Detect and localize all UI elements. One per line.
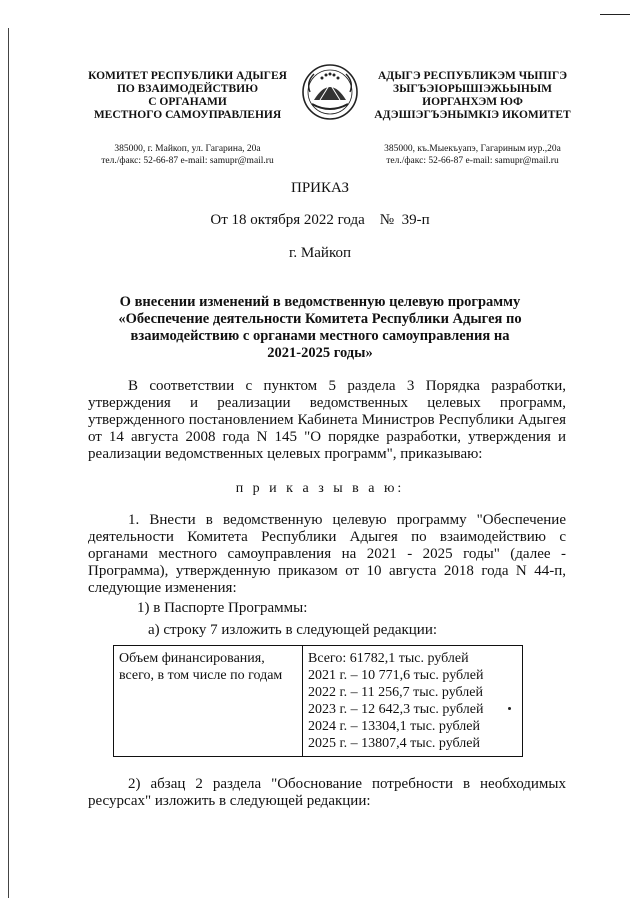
header-left-org-name — [80, 70, 295, 122]
preamble-paragraph: В соответствии с пунктом 5 раздела 3 Порядка разработки, утверждения и реализации ведомственных целевых программ, утвержденного постановлением Кабинета Министров Республики Адыгея от 14 августа 2008 года N 145 "О порядке разработки, утверждения и реализации ведомственных целевых программ", приказываю: — [88, 378, 566, 462]
financing-value: 2021 г. – 10 771,6 тыс. рублей — [308, 668, 484, 683]
header-right-line: ЗЫГЪЭIОРЫШIЭЖЬЫНЫМ — [393, 83, 552, 95]
financing-label-cell: Объем финансирования, всего, в том числе по годам — [114, 646, 303, 757]
republic-emblem-icon — [300, 62, 360, 122]
financing-value: 2024 г. – 13304,1 тыс. рублей — [308, 719, 480, 734]
financing-value: 2023 г. – 12 642,3 тыс. рублей — [308, 702, 484, 717]
document-title: О внесении изменений в ведомственную целевую программу «Обеспечение деятельности Комитета Республики Адыгея по взаимодействию с органами местного самоуправления на 2021-2025 годы» — [118, 294, 522, 361]
header-left-contacts: тел./факс: 52-66-87 e-mail: samupr@mail.ru — [101, 156, 274, 166]
financing-values-cell — [303, 646, 523, 757]
header-right-line: АДЭШIЭГЪЭНЫМКIЭ ИКОМИТЕТ — [374, 109, 571, 121]
financing-value: 2025 г. – 13807,4 тыс. рублей — [308, 736, 480, 751]
item-2-paragraph: 2) абзац 2 раздела "Обоснование потребности в необходимых ресурсах" изложить в следующей редакции: — [88, 776, 566, 809]
header-right-address: 385000, къ.Мыекъуапэ, Гагариным иур.,20а — [384, 144, 561, 154]
document-city: г. Майкоп — [288, 245, 352, 261]
header-left-address: 385000, г. Майкоп, ул. Гагарина, 20а — [114, 144, 261, 154]
document-type: ПРИКАЗ — [291, 180, 349, 196]
header-left-line: КОМИТЕТ РЕСПУБЛИКИ АДЫГЕЯ — [88, 70, 287, 82]
header-right-line: ИОРГАНХЭМ ЮФ — [422, 96, 523, 108]
item-1-paragraph: 1. Внести в ведомственную целевую программу "Обеспечение деятельности Комитета Республики Адыгея по взаимодействию с органами местного самоуправления на 2021 - 2025 годы" (далее - Программа), утвержденную приказом от 10 августа 2018 года N 44-п, следующие изменения: — [88, 512, 566, 596]
table-row — [114, 646, 523, 757]
financing-value: Всего: 61782,1 тыс. рублей — [308, 651, 469, 666]
scan-artifact-line — [600, 14, 630, 15]
item-1-subitem: 1) в Паспорте Программы: — [137, 600, 308, 616]
header-left-address-block — [80, 143, 295, 167]
header-left-line: ПО ВЗАИМОДЕЙСТВИЮ — [116, 83, 259, 95]
header-right-org-name — [365, 70, 580, 122]
item-1-subitem-a: а) строку 7 изложить в следующей редакции: — [148, 622, 438, 638]
financing-table — [113, 645, 523, 757]
financing-value: 2022 г. – 11 256,7 тыс. рублей — [308, 685, 483, 700]
header-right-line: АДЫГЭ РЕСПУБЛИКЭМ ЧЫПIГЭ — [378, 70, 567, 82]
order-word: п р и к а з ы в а ю: — [235, 481, 405, 496]
scan-dot — [508, 707, 511, 710]
header-left-line: С ОРГАНАМИ — [148, 96, 227, 108]
scan-artifact-margin — [8, 28, 9, 898]
header-left-line: МЕСТНОГО САМОУПРАВЛЕНИЯ — [93, 109, 282, 121]
header-right-address-block — [365, 143, 580, 167]
document-date-number: От 18 октября 2022 года № 39-п — [210, 212, 430, 228]
header-right-contacts: тел./факс: 52-66-87 e-mail: samupr@mail.ru — [386, 156, 559, 166]
